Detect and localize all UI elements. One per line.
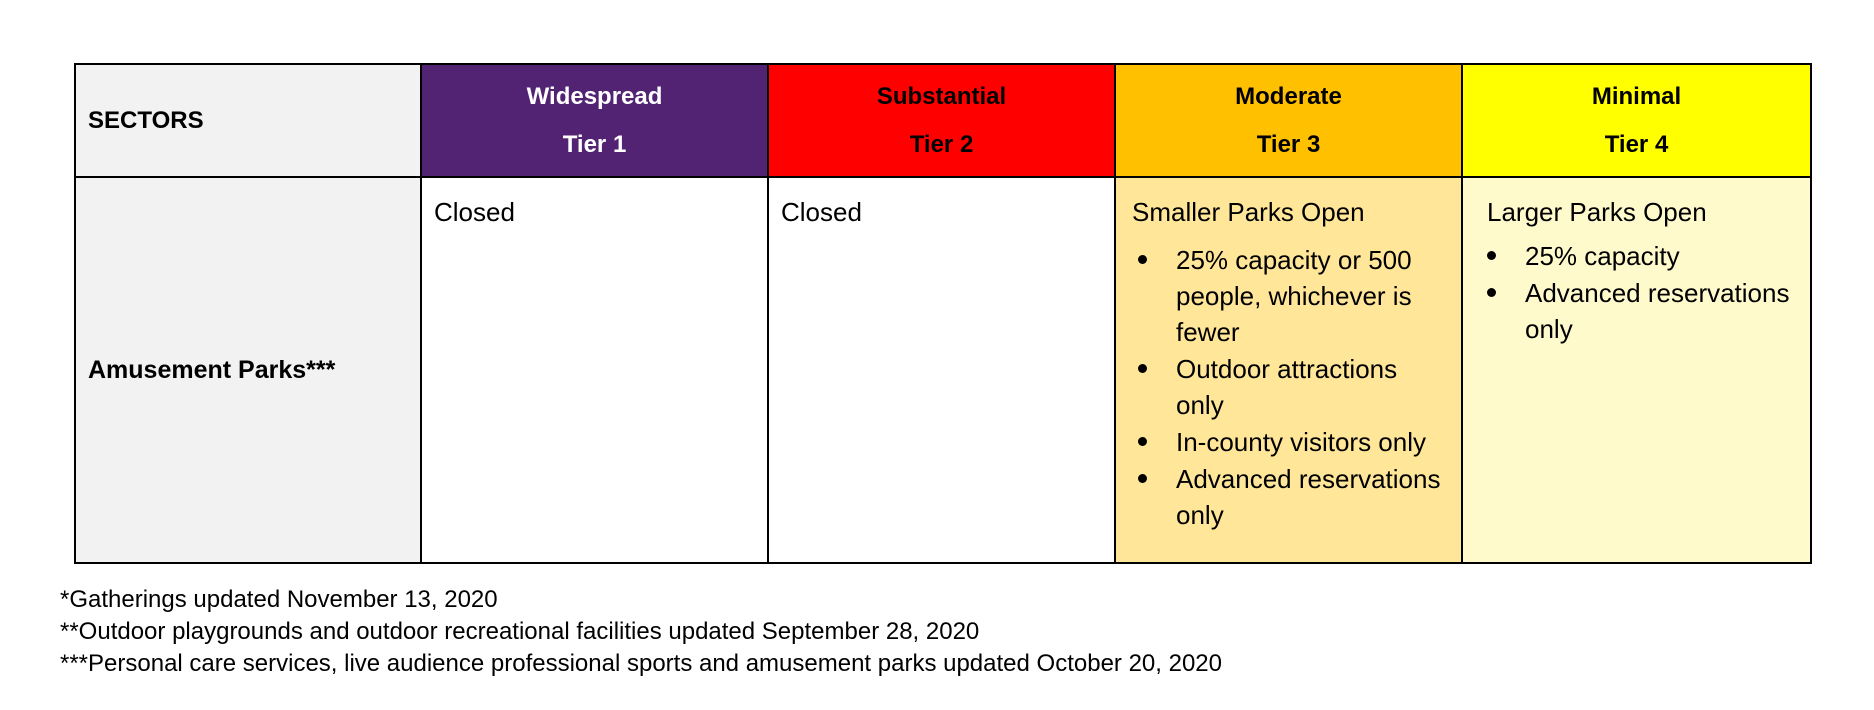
tier2-name: Substantial	[876, 82, 1007, 110]
table-header-row	[75, 64, 1811, 177]
list-item-text: In-county visitors only	[1176, 427, 1426, 457]
list-item	[1487, 275, 1798, 347]
list-item-text: Advanced reservations only	[1176, 464, 1441, 530]
sectors-header: SECTORS	[75, 64, 421, 177]
footnote: **Outdoor playgrounds and outdoor recreational facilities updated September 28, 2020	[60, 618, 980, 645]
footnotes	[60, 584, 1222, 680]
bullet-icon	[1138, 474, 1147, 483]
bullet-icon	[1138, 364, 1147, 373]
table-row	[75, 177, 1811, 563]
tier3-cell	[1115, 177, 1462, 563]
bullet-icon	[1138, 255, 1147, 264]
tier1-number: Tier 1	[562, 130, 627, 158]
list-item-text: 25% capacity or 500 people, whichever is fewer	[1176, 245, 1412, 347]
tier1-cell: Closed	[421, 177, 768, 563]
list-item	[1132, 461, 1449, 533]
tier1-name: Widespread	[526, 82, 663, 110]
tier4-name: Minimal	[1591, 82, 1682, 110]
tier4-heading: Larger Parks Open	[1487, 197, 1707, 227]
footnote: *Gatherings updated November 13, 2020	[60, 586, 498, 613]
bullet-icon	[1487, 288, 1496, 297]
list-item	[1487, 238, 1798, 274]
tier3-name: Moderate	[1235, 82, 1342, 110]
tier3-number: Tier 3	[1256, 130, 1321, 158]
tier4-cell	[1462, 177, 1811, 563]
list-item	[1132, 424, 1449, 460]
tier2-cell: Closed	[768, 177, 1115, 563]
footnote: ***Personal care services, live audience professional sports and amusement parks updated October 20, 2020	[60, 650, 1222, 677]
list-item	[1132, 242, 1449, 350]
bullet-icon	[1487, 251, 1496, 260]
tier4-bullet-list	[1487, 238, 1798, 347]
tier4-number: Tier 4	[1604, 130, 1669, 158]
tier3-heading: Smaller Parks Open	[1132, 197, 1365, 227]
tier1-header	[421, 64, 768, 177]
tier3-bullet-list	[1132, 242, 1449, 533]
list-item-text: Outdoor attractions only	[1176, 354, 1398, 420]
tier-table	[74, 63, 1812, 564]
tier2-number: Tier 2	[909, 130, 974, 158]
tier4-header	[1462, 64, 1811, 177]
tier2-header	[768, 64, 1115, 177]
bullet-icon	[1138, 437, 1147, 446]
list-item-text: Advanced reservations only	[1525, 278, 1790, 344]
sector-cell: Amusement Parks***	[75, 177, 421, 563]
list-item-text: 25% capacity	[1525, 241, 1680, 271]
tier3-header	[1115, 64, 1462, 177]
list-item	[1132, 351, 1449, 423]
